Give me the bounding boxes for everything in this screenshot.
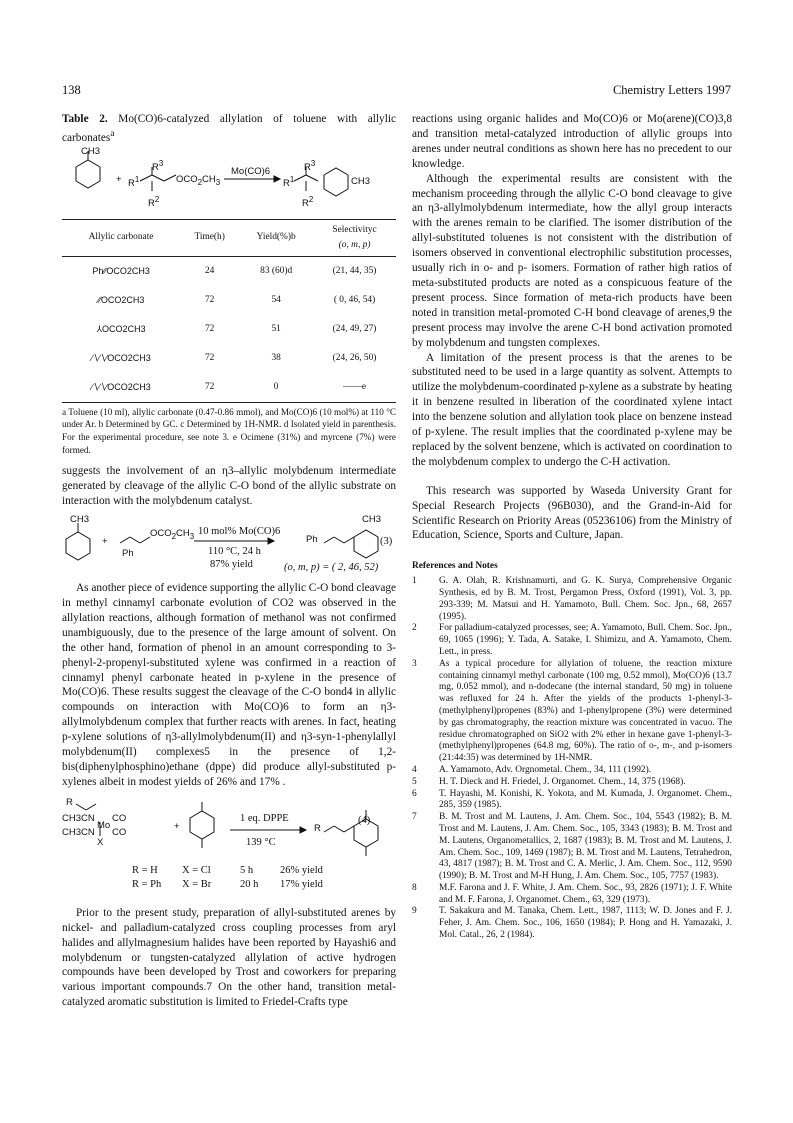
reference-text: H. T. Dieck and H. Friedel, J. Organomet. Chem., 14, 375 (1968). [439,776,686,787]
table-row [62,373,396,403]
scheme-prod-r1: $R^1$ [283,174,295,189]
eq3-ch3: CH3 [70,514,90,526]
reference-number: 1 [412,576,417,587]
scheme-plus: + [116,173,122,185]
reference-number: 9 [412,906,417,917]
eq4-complex-mo: Mo [97,819,111,831]
eq3-reagent: 10 mol% Mo(CO)6 [198,526,281,538]
table-scheme [62,145,396,217]
reference-item [412,576,732,623]
eq4-r: R = H [132,864,158,876]
cell-substrate: ∕∖∕∖∕OCO2CH3 [62,373,180,403]
scheme-r2: $R^2$ [148,194,160,209]
reference-text: For palladium-catalyzed processes, see; A. Yamamoto, Bull. Chem. Soc. Jpn., 69, 1065 (1996); Y. Tada, A. Satake, I. Shimizu, and A. Yamamoto, Chem. Lett., in press. [439,623,732,657]
paragraph: A limitation of the present process is that the arenes to be substituted need to be used in a large quantity as solvent. Attempts to utilize the molybdenum-coordinated p-xylene as a substrate by heating it in benzene resulted in liberation of the coordinated xylene intact into the benzene solution and allylation took place on benzene instead of p-xylene. The result implies that the coordinated p-xylene may be replaced by the solvent benzene, which is activated on coordination to the molybdenum complex to undergo the C-H activation. [412,351,732,468]
eq4-complex-co2: CO [112,826,127,838]
reference-item [412,906,732,941]
eq4-yield: 17% yield [280,878,323,890]
eq4-time: 20 h [240,878,259,890]
reference-item [412,777,732,789]
eq3-conditions: 110 °C, 24 h [208,546,261,558]
reference-item [412,883,732,907]
reference-item [412,659,732,765]
scheme-prod-ch3: CH3 [351,175,371,187]
table-row [62,256,396,286]
reference-item [412,812,732,883]
eq3-plus: + [102,536,108,548]
cell-selectivity: (21, 44, 35) [332,265,377,276]
scheme-r1: $R^1$ [128,174,140,189]
table-caption [62,112,396,145]
eq4-temp: 139 °C [246,836,276,848]
reference-text: B. M. Trost and M. Lautens, J. Am. Chem. Soc., 104, 5543 (1982); B. M. Trost and M. Lautens, J. Am. Chem. Soc., 105, 3343 (1983); B. M. Trost and M. Lautens, Organometallics, 2, 1687 (1983); B. M. Trost and M. Lautens, J. Am. Chem. Soc., 109, 1469 (1987); B. M. Trost and M. Lautens, Tetrahedron, 43, 4817 (1987); B. M. Trost and C. A. Merlic, J. Am. Chem. Soc., 112, 9590 (1990); B. M. Trost and M-H Hung, J. Am. Chem. Soc., 105, 7757 (1983). [439,812,732,882]
reference-number: 4 [412,764,417,775]
col-selectivity [313,219,396,256]
eq4-row [132,864,323,878]
paragraph: As another piece of evidence supporting the allylic C-O bond cleavage in methyl cinnamyl carbonate evolution of CO2 was observed in the allylation reactions, although formation of methanol was not confirmed unambiguously, due to the presence of the large amount of solvent. On the other hand, formation of phenol in an amount corresponding to 3-phenyl-2-propenyl-substituted xylene was confirmed in a reaction of cinnamyl phenyl carbonate heated in p-xylene in the presence of Mo(CO)6. These results suggest the cleavage of the C-O bond4 in allylic compounds on interaction with Mo(CO)6 to form an η3-allylmolybdenum complex that further reacts with arenes. In fact, heating p-xylene solutions of η3-allylmolybdenum(II) and η3-syn-1-phenylallyl molybdenum(II) complexes5 in the presence of 1,2-bis(diphenylphosphino)ethane (dppe) did produce allyl-substituted p-xylenes albeit in modest yields of 26% and 17% . [62,582,396,788]
scheme-drawing [62,145,396,217]
eq4-x: X = Br [182,878,212,890]
cell-yield: 54 [271,294,281,305]
col-time: Time(h) [180,219,239,256]
cell-time: 24 [204,265,215,276]
eq4-plus: + [174,820,180,832]
col-yield: Yield(%)b [239,219,313,256]
scheme-prod-r2: $R^2$ [302,194,314,209]
reference-item [412,623,732,658]
table-caption-text: Mo(CO)6-catalyzed allylation of toluene with allylic carbonates [62,113,396,144]
journal-running-head: Chemistry Letters 1997 [612,83,731,97]
eq3-yield: 87% yield [210,559,253,571]
paragraph: Although the experimental results are consistent with the mechanism proceeding through the allylic C-O bond cleavage to give an η3-allylmolybdenum intermediate, how the allyl group interacts with the arenes remain to be clarified. The isomer distribution of the allyl-substituted toluenes is not consistent with the distribution of isomers observed in conventional electrophilic substitution processes, usually rich in o- and p- isomers. Formation of rather high ratios of meta-substituted products are noted as a conspicuous feature of the present process. Since formation of meta-rich products have been noted in transition metal-promoted C-H bond cleavage of arenes,9 the present process may involve the arene C-H bond activation promoted by molybdenum and tungsten complexes. [412,172,732,349]
eq4-complex-l1: CH3CN [62,812,95,824]
reference-text: T. Hayashi, M. Konishi, K. Yokota, and M. Kumada, J. Organomet. Chem., 285, 359 (1985). [439,788,732,811]
scheme-reagent: Mo(CO)6 [231,165,271,177]
table-caption-sup: a [110,128,115,139]
eq4-complex-r: R [66,796,73,808]
reference-number: 3 [412,658,417,669]
table-footnote: a Toluene (10 ml), allylic carbonate (0.47-0.86 mmol), and Mo(CO)6 (10 mol%) at 110 °C under Ar. b Determined by GC. c Determined by 1H-NMR. d Isolated yield in parenthesis. For the experimental procedure, see note 3. e Ocimene (31%) and myrcene (7%) were formed. [62,406,396,455]
col-carbonate: Allylic carbonate [62,219,180,256]
left-column [62,112,396,1010]
cell-yield: 83 (60)d [260,265,293,276]
reference-item [412,789,732,813]
eq4-number: (4) [358,814,371,826]
eq4-complex-l2: CH3CN [62,826,95,838]
eq4-prod-r: R [314,822,321,834]
acknowledgement: This research was supported by Waseda University Grant for Special Research Projects (96B030), and the Grand-in-Aid for Scientific Research on Priority Areas (05236106) from the Ministry of Education, Science, Sports and Culture, Japan. [412,484,732,542]
col-selectivity-sub: (o, m, p) [338,239,371,250]
eq4-r: R = Ph [132,878,162,890]
cell-time: 72 [204,352,215,363]
cell-selectivity: (24, 26, 50) [332,352,377,363]
eq4-complex-co1: CO [112,812,127,824]
table-label: Table 2. [62,113,108,125]
reference-number: 5 [412,776,417,787]
reference-text: M.F. Farona and J. F. White, J. Am. Chem. Soc., 93, 2826 (1971); J. F. White and M. F. Farona, J. Organomet. Chem., 63, 329 (1973). [439,882,732,905]
scheme-ococh3: $OCO_2CH_3$ [176,173,221,187]
eq3-selectivity: (o, m, p) = ( 2, 46, 52) [284,562,379,574]
scheme-prod-r3: $R^3$ [304,158,316,173]
paragraph: suggests the involvement of an η3–allylic molybdenum intermediate generated by cleavage of the allylic C-O bond of the allylic substrate on interaction with the molybdenum catalyst. [62,465,396,508]
cell-selectivity: (24, 49, 27) [332,323,377,334]
table-row [62,315,396,344]
cell-substrate: ⅄OCO2CH3 [96,323,146,334]
page-number: 138 [62,83,81,97]
cell-time: 72 [204,323,215,334]
cell-selectivity: ( 0, 46, 54) [333,294,376,305]
eq3-number: (3) [380,536,393,548]
right-column [412,112,732,942]
eq4-time: 5 h [240,864,254,876]
table-row [62,286,396,315]
reference-number: 7 [412,812,417,823]
eq4-x: X = Cl [182,864,211,876]
reference-item [412,765,732,777]
scheme-ch3: CH3 [81,145,101,157]
eq4-row [132,878,323,892]
paragraph: reactions using organic halides and Mo(CO)6 or Mo(arene)(CO)3,8 and transition metal-catalyzed introduction of allylic groups into arenes under neutral conditions as shown here has no precedent to our knowledge. [412,113,732,170]
references [412,561,732,942]
cell-substrate: Ph∕∕OCO2CH3 [92,265,150,276]
cell-time: 72 [180,373,239,403]
eq3-prod-ph: Ph [306,534,318,546]
results-table [62,219,396,403]
equation-4 [62,796,396,900]
eq4-conditions-table [132,864,323,892]
eq3-prod-ch3: CH3 [362,514,382,526]
reference-number: 8 [412,882,417,893]
col-selectivity-label: Selectivityc [332,224,377,235]
eq3-ococh3: $OCO_2CH_3$ [150,528,195,541]
scheme-r3: $R^3$ [152,158,164,173]
eq4-complex-x: X [97,836,104,848]
references-title: References and Notes [412,561,498,572]
reference-number: 6 [412,788,417,799]
eq4-reagent: 1 eq. DPPE [240,812,289,824]
table-row [62,344,396,373]
cell-substrate: ∕∕OCO2CH3 [97,294,145,305]
eq3-ph: Ph [122,548,134,560]
cell-yield: 51 [271,323,281,334]
cell-substrate: ∕∖∕∖∕OCO2CH3 [91,352,151,363]
equation-3 [62,513,396,577]
cell-selectivity: ——e [313,373,396,403]
cell-yield: 0 [239,373,313,403]
reference-number: 2 [412,623,417,634]
reference-text: T. Sakakura and M. Tanaka, Chem. Lett., 1987, 1113; W. D. Jones and F. J. Feher, J. Am. Chem. Soc., 106, 1650 (1984); P. Hong and H. Yamazaki, J. Mol. Catal., 26, 2 (1984). [439,906,732,941]
paragraph: Prior to the present study, preparation of allyl-substituted arenes by nickel- and palladium-catalyzed cross coupling processes from aryl halides and allylmagnesium halides have been reported by Hayashi6 and molybdenum or tungsten-catalyzed allylation of active hydrogen compounds have been developed by Trost and coworkers for preparing various important compounds.7 On the other hand, transition metal-catalyzed aromatic substitution is limited to Friedel-Crafts type [62,906,396,1009]
reference-text: G. A. Olah, R. Krishnamurti, and G. K. Surya, Comprehensive Organic Synthesis, ed by B. M. Trost, Pergamon Press, Oxford (1991), Vol. 3, pp. 293-339; M. Matsui and H. Yamamoto, Bull. Chem. Soc. Jpn., 68, 2657 (1995). [439,576,732,622]
cell-yield: 38 [271,352,281,363]
reference-text: As a typical procedure for allylation of toluene, the reaction mixture containing cinnamyl methyl carbonate (100 mg, 0.52 mmol), Mo(CO)6 (13.7 mg, 0.052 mmol), and n-dodecane (the internal standard, 50 mg) in toluene was refluxed for 24 h. After the yields of the products 1-phenyl-3-(methylphenyl)propenes (83%) and 1-phenylpropene (3%) were determined by gas chromatography, the reaction mixture was concentrated in vacuo. The residue chromatographed on SiO2 with 2% ether in hexane gave 1-phenyl-3-(methylphenyl)propenes (64.8 mg, 60%). The ratio of o-, m-, and p-isomers (21:44:35) was determined by 1H-NMR. [439,658,732,764]
reference-text: A. Yamamoto, Adv. Orgnometal. Chem., 34, 111 (1992). [439,764,652,775]
cell-time: 72 [204,294,215,305]
eq4-yield: 26% yield [280,864,323,876]
